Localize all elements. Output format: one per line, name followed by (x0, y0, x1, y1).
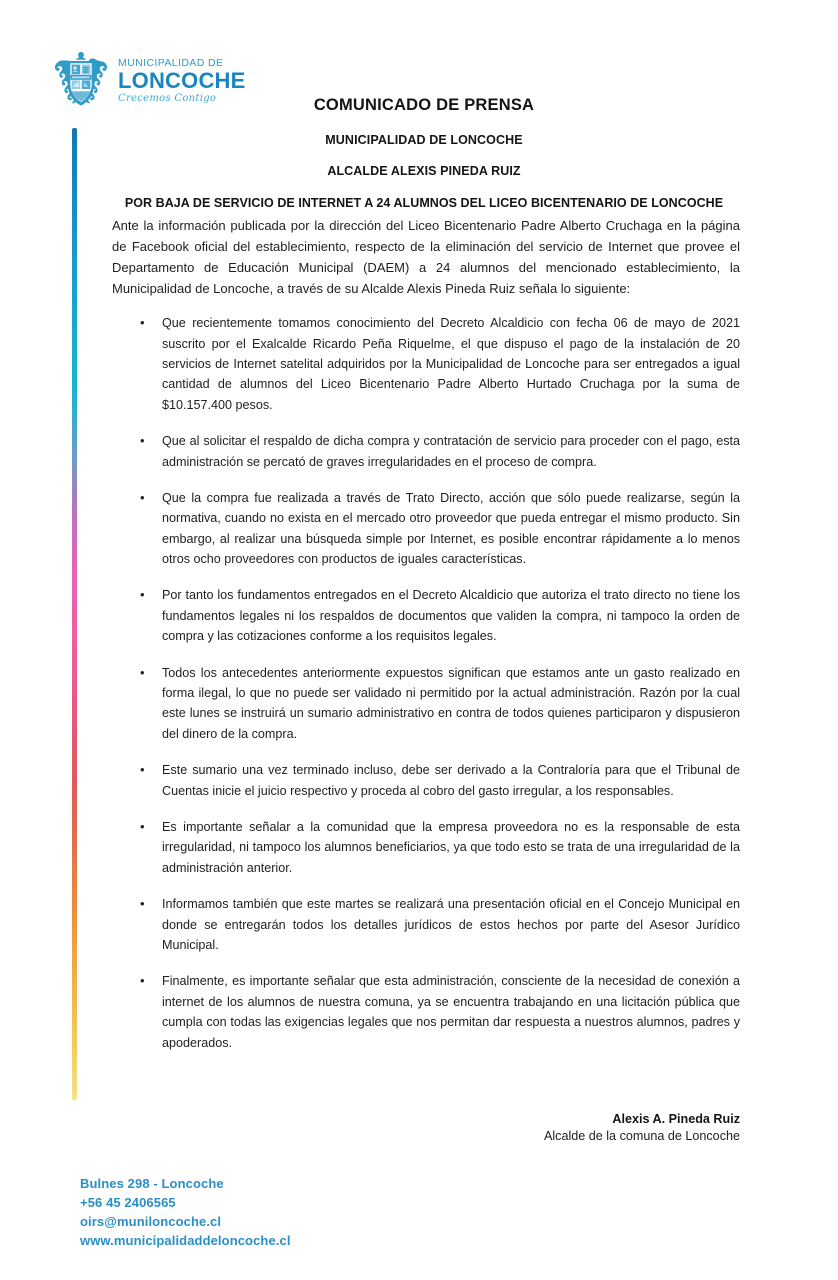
list-item: • Por tanto los fundamentos entregados en el Decreto Alcaldicio que autoriza el trato directo no tiene los fundamentos legales ni los respaldos de documentos que validen la compra, ni tampoco la orden de compra y las cotizaciones conforme a los requisitos legales. (112, 585, 740, 646)
page-title: COMUNICADO DE PRENSA (313, 96, 535, 114)
footer-address: Bulnes 298 - Loncoche (80, 1176, 224, 1191)
list-item: • Es importante señalar a la comunidad que la empresa proveedora no es la responsable de esta irregularidad, ni tampoco los alumnos beneficiarios, ya que todo esto se trata de una irregularidad de la administración anterior. (112, 817, 740, 878)
footer-contact (80, 1175, 291, 1250)
signature-name: Alexis A. Pineda Ruiz (612, 1112, 740, 1126)
intro-paragraph: Ante la información publicada por la dirección del Liceo Bicentenario Padre Alberto Cruchaga en la página de Facebook oficial del establecimiento, respecto de la eliminación del servicio de Internet que provee el Departamento de Educación Municipal (DAEM) a 24 alumnos del mencionado establecimiento, la Municipalidad de Loncoche, a través de su Alcalde Alexis Pineda Ruiz señala lo siguiente: (112, 218, 740, 297)
list-item: • Informamos también que este martes se realizará una presentación oficial en el Concejo Municipal en donde se entregarán todos los detalles jurídicos de estos hechos por parte del Asesor Jurídico Municipal. (112, 894, 740, 955)
logo-line-municipalidad: MUNICIPALIDAD DE (118, 57, 224, 70)
footer-phone[interactable]: +56 45 2406565 (80, 1194, 176, 1210)
logo-tagline: Crecemos Contigo (118, 92, 217, 104)
subtitle-municipality: MUNICIPALIDAD DE LONCOCHE (325, 133, 523, 147)
subtitle-mayor: ALCALDE ALEXIS PINEDA RUIZ (327, 164, 521, 178)
list-item: • Que recientemente tomamos conocimiento del Decreto Alcaldicio con fecha 06 de mayo de 2021 suscrito por el Exalcalde Ricardo Peña Riquelme, el que dispuso el pago de la instalación de 20 servicios de Internet satelital adquiridos por la Municipalidad de Loncoche para ser entregados a igual cantidad de alumnos del Liceo Bicentenario Padre Alberto Hurtado Cruchaga por la suma de $10.157.400 pesos. (112, 313, 740, 415)
subtitle-topic: POR BAJA DE SERVICIO DE INTERNET A 24 ALUMNOS DEL LICEO BICENTENARIO DE LONCOCHE (124, 196, 724, 210)
footer-website[interactable]: www.municipalidaddeloncoche.cl (80, 1232, 291, 1248)
signature-role: Alcalde de la comuna de Loncoche (543, 1129, 740, 1143)
footer-email[interactable]: oirs@muniloncoche.cl (80, 1213, 222, 1229)
list-item: • Este sumario una vez terminado incluso, debe ser derivado a la Contraloría para que el Tribunal de Cuentas inicie el juicio respectivo y proceda al cobro del gasto irregular, a los responsables. (112, 760, 740, 801)
list-item: • Que la compra fue realizada a través de Trato Directo, acción que sólo puede realizarse, según la normativa, cuando no exista en el mercado otro proveedor que pueda entregar el mismo producto. Sin embargo, al realizar una búsqueda simple por Internet, es posible encontrar rápidamente a lo menos otros ocho proveedores con productos de iguales características. (112, 488, 740, 570)
statement-bullet-list (112, 313, 740, 1053)
signature-block (300, 1112, 740, 1143)
list-item: • Todos los antecedentes anteriormente expuestos significan que estamos ante un gasto realizado en forma ilegal, lo que no puede ser validado ni permitido por la actual administración. Razón por la cual este lunes se instruirá un sumario administrativo en contra de todos quienes participaron y dispusieron del dinero de la compra. (112, 663, 740, 745)
gradient-accent-bar (72, 128, 77, 1100)
list-item: • Que al solicitar el respaldo de dicha compra y contratación de servicio para proceder con el pago, esta administración se percató de graves irregularidades en el proceso de compra. (112, 431, 740, 472)
logo-line-loncoche: LONCOCHE (118, 67, 246, 93)
title-block (100, 92, 748, 210)
list-item: • Finalmente, es importante señalar que esta administración, consciente de la necesidad de conexión a internet de los alumnos de nuestra comuna, ya se encuentra trabajando en una licitación pública que cumpla con todas las exigencias legales que nos permitan dar respuesta a nuestros alumnos, padres y apoderados. (112, 971, 740, 1053)
document-body (112, 215, 740, 1069)
